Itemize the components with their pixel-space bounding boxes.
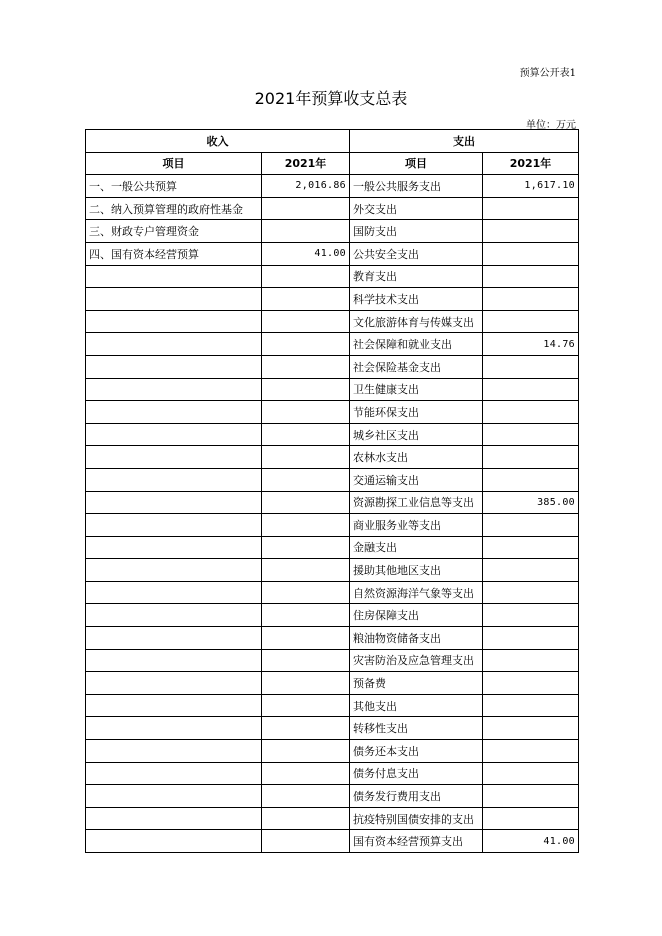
expense-value-cell (483, 604, 579, 627)
expense-item-cell: 国防支出 (350, 220, 483, 243)
table-row (86, 627, 579, 650)
income-value-cell (262, 514, 350, 537)
table-row (86, 807, 579, 830)
expense-item-header: 项目 (350, 152, 483, 175)
expense-value-cell (483, 265, 579, 288)
expense-value-cell: 14.76 (483, 333, 579, 356)
expense-value-cell (483, 627, 579, 650)
income-item-cell: 二、纳入预算管理的政府性基金 (86, 197, 262, 220)
expense-value-cell (483, 694, 579, 717)
table-row (86, 175, 579, 198)
expense-value-cell (483, 446, 579, 469)
income-value-cell (262, 717, 350, 740)
expense-item-cell: 资源勘探工业信息等支出 (350, 491, 483, 514)
page-title: 2021年预算收支总表 (254, 89, 408, 108)
expense-value-cell (483, 423, 579, 446)
expense-value-cell (483, 378, 579, 401)
document-label: 预算公开表1 (519, 68, 576, 79)
income-item-cell (86, 740, 262, 763)
expense-item-cell: 金融支出 (350, 536, 483, 559)
income-item-cell (86, 830, 262, 853)
budget-table (85, 129, 579, 853)
income-item-cell (86, 649, 262, 672)
income-value-cell (262, 491, 350, 514)
expense-item-cell: 教育支出 (350, 265, 483, 288)
table-row (86, 785, 579, 808)
table-row (86, 559, 579, 582)
expense-value-cell (483, 536, 579, 559)
table-row (86, 220, 579, 243)
income-value-cell (262, 468, 350, 491)
income-value-cell (262, 401, 350, 424)
expense-header: 支出 (350, 130, 579, 153)
table-row (86, 355, 579, 378)
table-row (86, 310, 579, 333)
table-row (86, 581, 579, 604)
expense-item-cell: 转移性支出 (350, 717, 483, 740)
income-value-cell (262, 740, 350, 763)
expense-item-cell: 交通运输支出 (350, 468, 483, 491)
unit-label: 单位：万元 (526, 120, 576, 131)
income-item-cell: 三、财政专户管理资金 (86, 220, 262, 243)
income-value-cell (262, 310, 350, 333)
income-header: 收入 (86, 130, 350, 153)
expense-value-cell: 385.00 (483, 491, 579, 514)
income-value-cell (262, 604, 350, 627)
expense-value-cell (483, 785, 579, 808)
table-row (86, 717, 579, 740)
income-item-cell (86, 514, 262, 537)
table-row (86, 265, 579, 288)
table-row (86, 401, 579, 424)
expense-item-cell: 债务发行费用支出 (350, 785, 483, 808)
expense-item-cell: 文化旅游体育与传媒支出 (350, 310, 483, 333)
expense-value-cell (483, 740, 579, 763)
expense-item-cell: 债务付息支出 (350, 762, 483, 785)
table-row (86, 536, 579, 559)
expense-value-cell (483, 559, 579, 582)
income-item-cell (86, 333, 262, 356)
table-row (86, 830, 579, 853)
expense-value-cell (483, 310, 579, 333)
expense-value-cell (483, 355, 579, 378)
income-item-cell (86, 265, 262, 288)
table-row (86, 288, 579, 311)
expense-item-cell: 抗疫特别国债安排的支出 (350, 807, 483, 830)
expense-value-cell: 1,617.10 (483, 175, 579, 198)
income-item-header: 项目 (86, 152, 262, 175)
income-item-cell (86, 672, 262, 695)
income-value-cell (262, 627, 350, 650)
expense-year-header: 2021年 (483, 152, 579, 175)
income-item-cell (86, 604, 262, 627)
table-row (86, 514, 579, 537)
table-row (86, 197, 579, 220)
income-item-cell (86, 401, 262, 424)
income-item-cell (86, 581, 262, 604)
income-item-cell (86, 536, 262, 559)
income-year-header: 2021年 (262, 152, 350, 175)
table-row (86, 491, 579, 514)
income-item-cell (86, 491, 262, 514)
income-item-cell (86, 446, 262, 469)
income-item-cell (86, 355, 262, 378)
expense-value-cell (483, 197, 579, 220)
income-value-cell (262, 333, 350, 356)
income-item-cell: 一、一般公共预算 (86, 175, 262, 198)
income-item-cell (86, 807, 262, 830)
income-value-cell (262, 694, 350, 717)
expense-item-cell: 农林水支出 (350, 446, 483, 469)
expense-item-cell: 国有资本经营预算支出 (350, 830, 483, 853)
expense-value-cell: 41.00 (483, 830, 579, 853)
expense-item-cell: 外交支出 (350, 197, 483, 220)
income-item-cell (86, 310, 262, 333)
income-item-cell (86, 559, 262, 582)
table-row (86, 694, 579, 717)
income-item-cell (86, 468, 262, 491)
income-value-cell (262, 265, 350, 288)
income-item-cell (86, 288, 262, 311)
expense-item-cell: 债务还本支出 (350, 740, 483, 763)
income-item-cell (86, 423, 262, 446)
income-item-cell (86, 378, 262, 401)
income-value-cell (262, 581, 350, 604)
expense-item-cell: 社会保险基金支出 (350, 355, 483, 378)
income-value-cell: 2,016.86 (262, 175, 350, 198)
expense-value-cell (483, 288, 579, 311)
expense-value-cell (483, 672, 579, 695)
table-row (86, 740, 579, 763)
expense-item-cell: 科学技术支出 (350, 288, 483, 311)
income-item-cell (86, 717, 262, 740)
expense-item-cell: 援助其他地区支出 (350, 559, 483, 582)
expense-value-cell (483, 717, 579, 740)
income-value-cell (262, 649, 350, 672)
table-body (86, 175, 579, 853)
expense-item-cell: 卫生健康支出 (350, 378, 483, 401)
income-value-cell (262, 423, 350, 446)
table-row (86, 672, 579, 695)
expense-item-cell: 一般公共服务支出 (350, 175, 483, 198)
expense-item-cell: 住房保障支出 (350, 604, 483, 627)
table-row (86, 333, 579, 356)
income-item-cell (86, 785, 262, 808)
table-row (86, 423, 579, 446)
income-value-cell (262, 536, 350, 559)
expense-item-cell: 节能环保支出 (350, 401, 483, 424)
income-item-cell (86, 762, 262, 785)
table-row (86, 468, 579, 491)
column-header-row (86, 152, 579, 175)
income-item-cell: 四、国有资本经营预算 (86, 242, 262, 265)
expense-value-cell (483, 401, 579, 424)
table-row (86, 446, 579, 469)
expense-item-cell: 社会保障和就业支出 (350, 333, 483, 356)
expense-value-cell (483, 762, 579, 785)
income-value-cell (262, 355, 350, 378)
table-row (86, 604, 579, 627)
expense-item-cell: 其他支出 (350, 694, 483, 717)
group-header-row (86, 130, 579, 153)
income-item-cell (86, 627, 262, 650)
expense-item-cell: 自然资源海洋气象等支出 (350, 581, 483, 604)
expense-value-cell (483, 514, 579, 537)
expense-value-cell (483, 649, 579, 672)
income-value-cell (262, 762, 350, 785)
table-row (86, 649, 579, 672)
income-value-cell (262, 220, 350, 243)
income-value-cell (262, 446, 350, 469)
expense-item-cell: 灾害防治及应急管理支出 (350, 649, 483, 672)
income-item-cell (86, 694, 262, 717)
expense-value-cell (483, 807, 579, 830)
income-value-cell (262, 785, 350, 808)
table-row (86, 242, 579, 265)
expense-value-cell (483, 242, 579, 265)
expense-value-cell (483, 581, 579, 604)
expense-item-cell: 粮油物资储备支出 (350, 627, 483, 650)
expense-item-cell: 预备费 (350, 672, 483, 695)
income-value-cell (262, 830, 350, 853)
expense-value-cell (483, 220, 579, 243)
income-value-cell (262, 197, 350, 220)
income-value-cell (262, 378, 350, 401)
income-value-cell: 41.00 (262, 242, 350, 265)
table-row (86, 378, 579, 401)
expense-item-cell: 商业服务业等支出 (350, 514, 483, 537)
income-value-cell (262, 288, 350, 311)
expense-value-cell (483, 468, 579, 491)
income-value-cell (262, 672, 350, 695)
income-value-cell (262, 807, 350, 830)
expense-item-cell: 城乡社区支出 (350, 423, 483, 446)
table-row (86, 762, 579, 785)
expense-item-cell: 公共安全支出 (350, 242, 483, 265)
income-value-cell (262, 559, 350, 582)
